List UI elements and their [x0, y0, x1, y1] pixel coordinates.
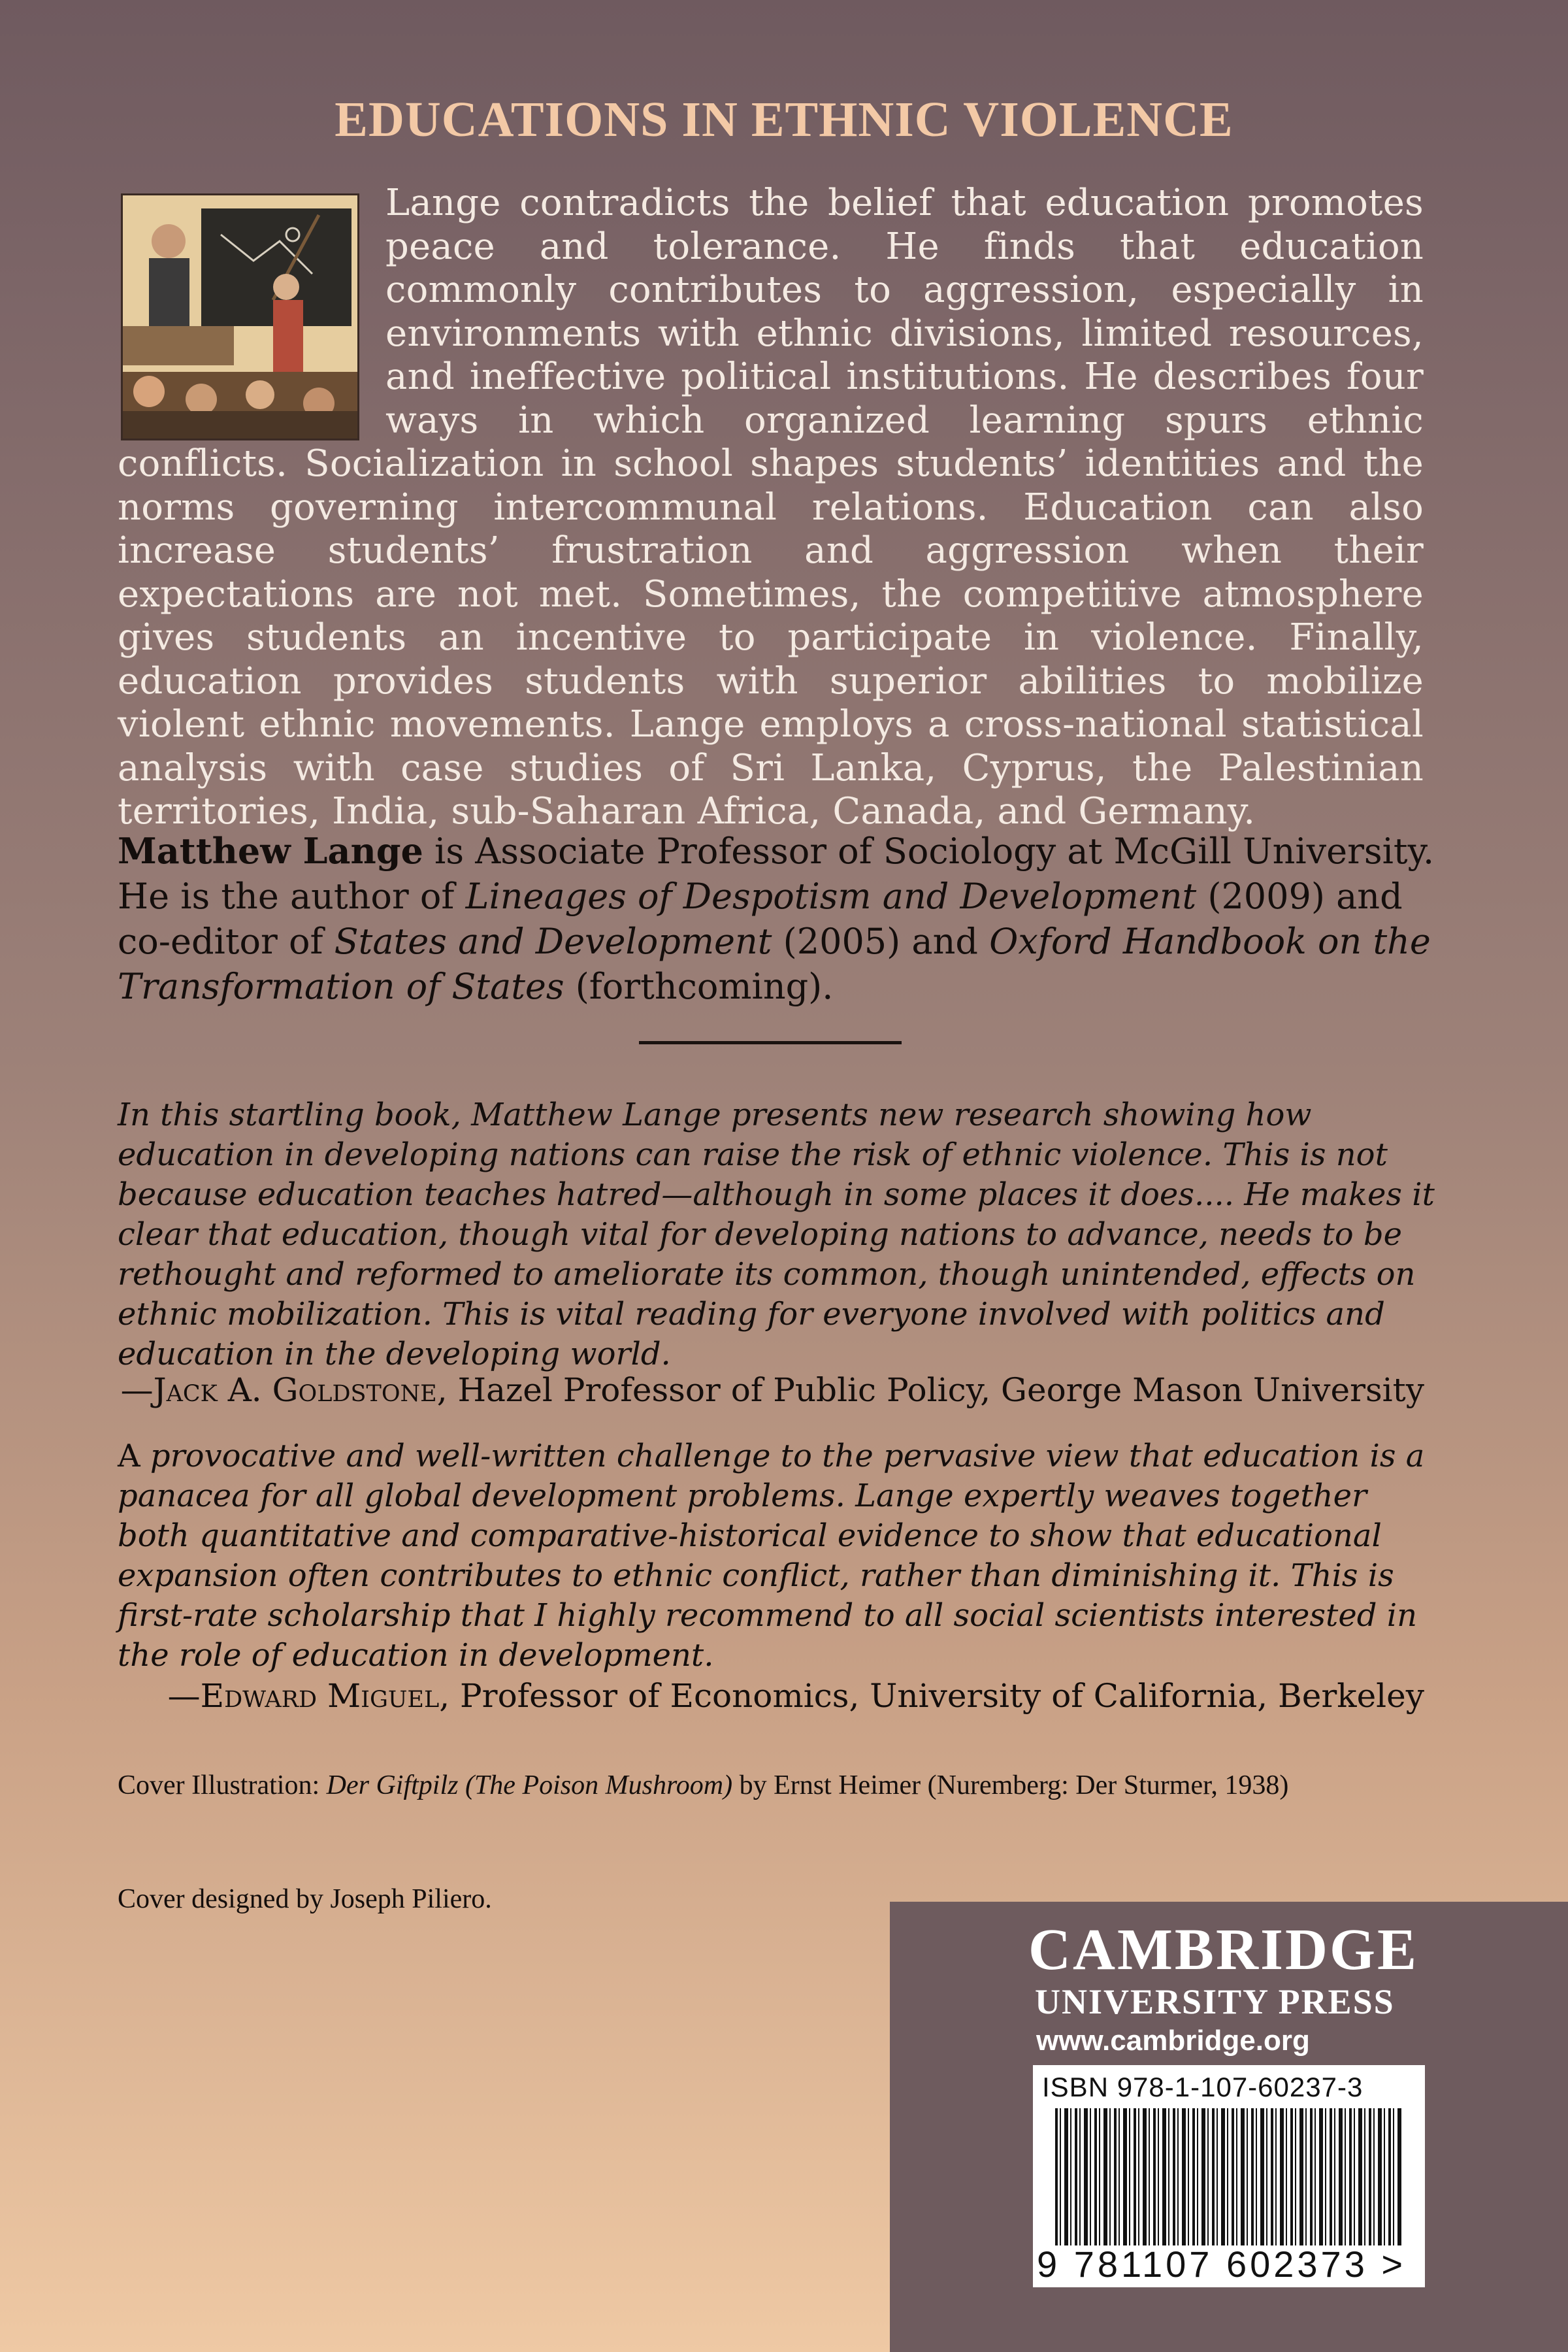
author-name: Matthew Lange	[118, 830, 423, 872]
endorser-name: Edward Miguel	[200, 1677, 440, 1715]
isbn-number: ISBN 978-1-107-60237-3	[1042, 2072, 1364, 2102]
credit-label: Cover Illustration:	[118, 1770, 327, 1800]
attribution-dash: —	[167, 1677, 201, 1715]
bio-text: (2005) and	[772, 921, 990, 962]
attribution-dash: —	[120, 1371, 154, 1409]
bio-book-title: States and Development	[334, 921, 772, 962]
description-text: Lange contradicts the belief that education promotes peace and tolerance. He finds that education commonly contributes to aggression, especially in environments with ethnic divisions, limited resources, and ineffective political institutions. He describes four ways in which organized learning spurs ethnic conflicts. Socialization in school shapes students’ identities and the norms governing intercommunal relations. Education can also increase students’ frustration and aggression when their expectations are not met. Sometimes, the competitive atmosphere gives students an incentive to participate in violence. Finally, education provides students with superior abilities to mobilize violent ethnic movements. Lange employs a cross-national statistical analysis with case studies of Sri Lanka, Cyprus, the Palestinian territories, India, sub-Saharan Africa, Canada, and Germany.	[118, 182, 1424, 833]
barcode-bars	[1055, 2108, 1401, 2245]
endorsement-quote	[118, 1436, 1437, 1676]
endorsement-attribution	[118, 1677, 1424, 1715]
illustration-spacer	[118, 182, 385, 437]
book-description	[118, 182, 1424, 834]
barcode-digits: 9 781107 602373 >	[1037, 2244, 1407, 2285]
author-bio	[118, 829, 1437, 1009]
bio-text: (forthcoming).	[564, 966, 834, 1007]
bio-text: is Associate Professor of Sociology at McGill University. He is the author of	[118, 831, 1435, 917]
credit-details: by Ernst Heimer (Nuremberg: Der Sturmer, 1938)	[732, 1770, 1289, 1800]
quote-text: provocative and well-written challenge to the pervasive view that education is a panacea for all global development problems. Lange expertly weaves together both quantitative and comparative-historical evidence to show that educational expansion often contributes to ethnic conflict, rather than diminishing it. This is first-rate scholarship that I highly recommend to all social scientists interested in the role of education in development.	[118, 1438, 1425, 1674]
publisher-panel	[890, 1902, 1568, 2352]
bio-text: (2009) and co-editor of	[118, 876, 1403, 962]
endorser-name: Jack A. Goldstone	[153, 1371, 437, 1409]
cover-design-credit: Cover designed by Joseph Piliero.	[118, 1884, 492, 1914]
book-title: EDUCATIONS IN ETHNIC VIOLENCE	[335, 92, 1233, 147]
publisher-logo-subtitle: UNIVERSITY PRESS	[1035, 1982, 1395, 2021]
bio-book-title: Lineages of Despotism and Development	[465, 876, 1197, 917]
endorser-affiliation: , Hazel Professor of Public Policy, George Mason University	[436, 1371, 1424, 1409]
quote-lead-letter: A	[118, 1438, 140, 1474]
endorser-affiliation: , Professor of Economics, University of California, Berkeley	[439, 1677, 1424, 1715]
endorsement-attribution	[118, 1371, 1424, 1409]
cover-illustration-credit	[118, 1766, 1470, 1805]
publisher-url: www.cambridge.org	[1036, 2025, 1310, 2057]
section-divider	[639, 1041, 902, 1044]
isbn-barcode	[1033, 2065, 1425, 2287]
publisher-logo-name: CAMBRIDGE	[1028, 1917, 1419, 1982]
endorsement-quote: In this startling book, Matthew Lange presents new research showing how education in developing nations can raise the risk of ethnic violence. This is not because education teaches hatred—although in some places it does.... He makes it clear that education, though vital for developing nations to advance, needs to be rethought and reformed to ameliorate its common, though unintended, effects on ethnic mobilization. This is vital reading for everyone involved with politics and education in the developing world.	[118, 1097, 1435, 1372]
bio-book-title: Oxford Handbook on the Transformation of States	[118, 921, 1431, 1007]
credit-work-title: Der Giftpilz (The Poison Mushroom)	[326, 1770, 733, 1800]
